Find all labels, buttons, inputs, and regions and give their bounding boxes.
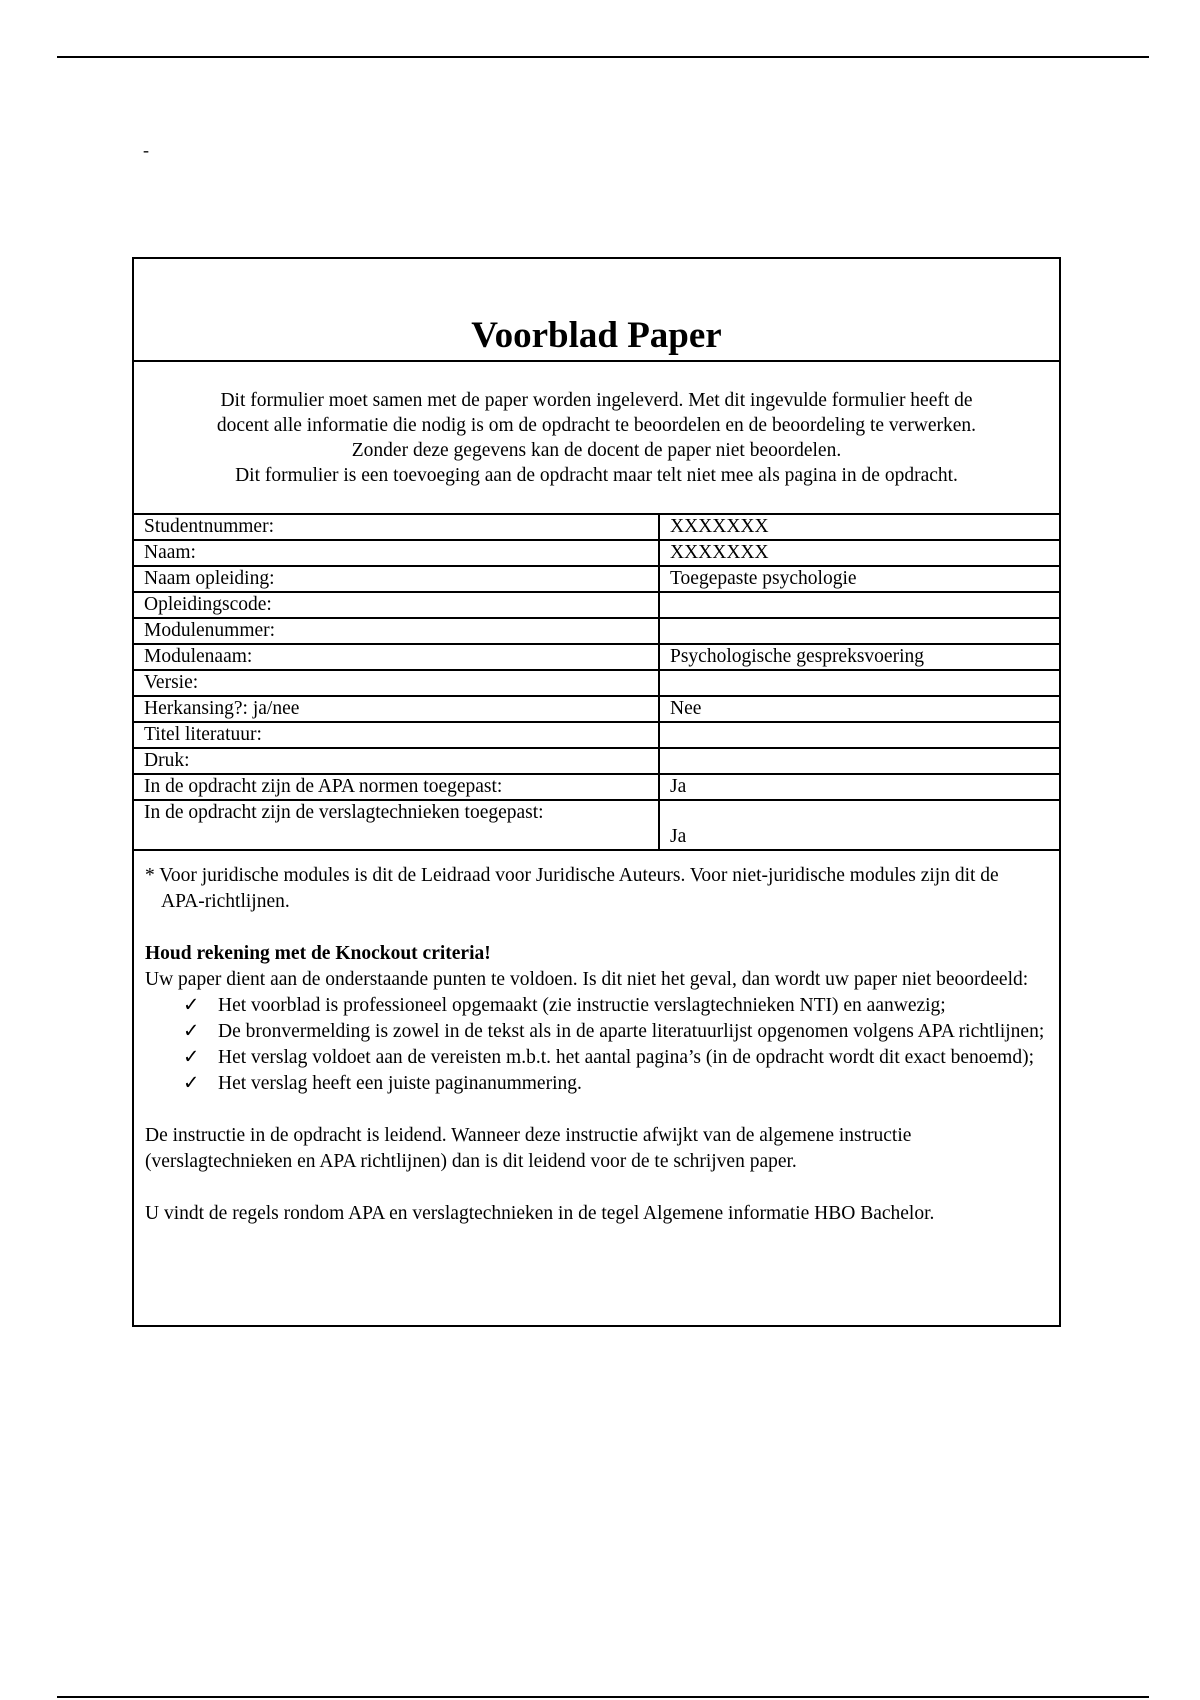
field-value[interactable]: Psychologische gespreksvoering: [659, 644, 1059, 670]
intro-line: Zonder deze gegevens kan de docent de paper niet beoordelen.: [351, 440, 842, 461]
rules-note: U vindt de regels rondom APA en verslagtechnieken in de tegel Algemene informatie HBO Bachelor.: [145, 1203, 935, 1224]
field-row-druk: [134, 748, 1059, 774]
field-label: Titel literatuur:: [134, 722, 659, 748]
list-item: [183, 1045, 1045, 1071]
field-label: Druk:: [134, 748, 659, 774]
field-value[interactable]: Nee: [659, 696, 1059, 722]
notes-section: [134, 851, 1059, 1227]
knockout-intro: Uw paper dient aan de onderstaande punten te voldoen. Is dit niet het geval, dan wordt uw paper niet beoordeeld:: [145, 969, 1029, 990]
knockout-list: [145, 993, 1045, 1097]
list-item-text: Het verslag heeft een juiste paginanummering.: [218, 1073, 582, 1094]
field-row-opleidingscode: [134, 592, 1059, 618]
field-row-studentnummer: [134, 515, 1059, 540]
list-item: [183, 993, 1045, 1019]
intro-line: Dit formulier moet samen met de paper worden ingeleverd. Met dit ingevulde formulier heeft de: [220, 390, 973, 411]
field-value[interactable]: [659, 722, 1059, 748]
field-row-naam-opleiding: [134, 566, 1059, 592]
bottom-rule: [57, 1696, 1149, 1698]
list-item: [183, 1019, 1045, 1045]
field-row-versie: [134, 670, 1059, 696]
field-value[interactable]: Toegepaste psychologie: [659, 566, 1059, 592]
field-row-titel-literatuur: [134, 722, 1059, 748]
field-label: Herkansing?: ja/nee: [134, 696, 659, 722]
field-label: In de opdracht zijn de APA normen toegepast:: [134, 774, 659, 800]
field-label: In de opdracht zijn de verslagtechnieken toegepast:: [134, 800, 659, 850]
check-icon: ✓: [183, 1047, 200, 1068]
field-value[interactable]: [659, 748, 1059, 774]
field-row-naam: [134, 540, 1059, 566]
fields-table: [134, 515, 1059, 851]
footnote: * Voor juridische modules is dit de Leidraad voor Juridische Auteurs. Voor niet-juridische modules zijn dit de APA-richtlijnen.: [145, 865, 999, 912]
field-label: Versie:: [134, 670, 659, 696]
field-row-herkansing: [134, 696, 1059, 722]
field-label: Naam opleiding:: [134, 566, 659, 592]
intro-line: Dit formulier is een toevoeging aan de opdracht maar telt niet mee als pagina in de opdracht.: [235, 465, 958, 486]
knockout-title: Houd rekening met de Knockout criteria!: [145, 943, 491, 964]
field-label: Opleidingscode:: [134, 592, 659, 618]
field-label: Modulenaam:: [134, 644, 659, 670]
stray-dash: -: [143, 140, 149, 160]
field-row-apa: [134, 774, 1059, 800]
cover-form: [132, 257, 1061, 1327]
field-label: Naam:: [134, 540, 659, 566]
check-icon: ✓: [183, 1073, 200, 1094]
top-rule: [57, 56, 1149, 58]
field-value[interactable]: [659, 592, 1059, 618]
field-value[interactable]: Ja: [659, 774, 1059, 800]
field-value[interactable]: [659, 618, 1059, 644]
intro-line: docent alle informatie die nodig is om de opdracht te beoordelen en de beoordeling te verwerken.: [216, 415, 977, 436]
field-row-modulenaam: [134, 644, 1059, 670]
field-label: Modulenummer:: [134, 618, 659, 644]
field-value[interactable]: XXXXXXX: [659, 515, 1059, 540]
field-label: Studentnummer:: [134, 515, 659, 540]
field-value[interactable]: XXXXXXX: [659, 540, 1059, 566]
check-icon: ✓: [183, 1021, 200, 1042]
check-icon: ✓: [183, 995, 200, 1016]
title-cell: [134, 259, 1059, 362]
field-row-verslagtechnieken: [134, 800, 1059, 850]
list-item-text: Het voorblad is professioneel opgemaakt (zie instructie verslagtechnieken NTI) en aanwezig;: [218, 995, 946, 1016]
instruction-note: De instructie in de opdracht is leidend. Wanneer deze instructie afwijkt van de algemene instructie (verslagtechnieken en APA richtlijnen) dan is dit leidend voor de te schrijven paper.: [145, 1125, 912, 1172]
intro-text: [134, 362, 1059, 515]
field-row-modulenummer: [134, 618, 1059, 644]
form-title: Voorblad Paper: [471, 315, 722, 356]
field-value[interactable]: Ja: [659, 800, 1059, 850]
list-item-text: De bronvermelding is zowel in de tekst als in de aparte literatuurlijst opgenomen volgens APA richtlijnen;: [218, 1021, 1045, 1042]
list-item: [183, 1071, 1045, 1097]
list-item-text: Het verslag voldoet aan de vereisten m.b.t. het aantal pagina’s (in de opdracht wordt dit exact benoemd);: [218, 1047, 1035, 1068]
field-value[interactable]: [659, 670, 1059, 696]
